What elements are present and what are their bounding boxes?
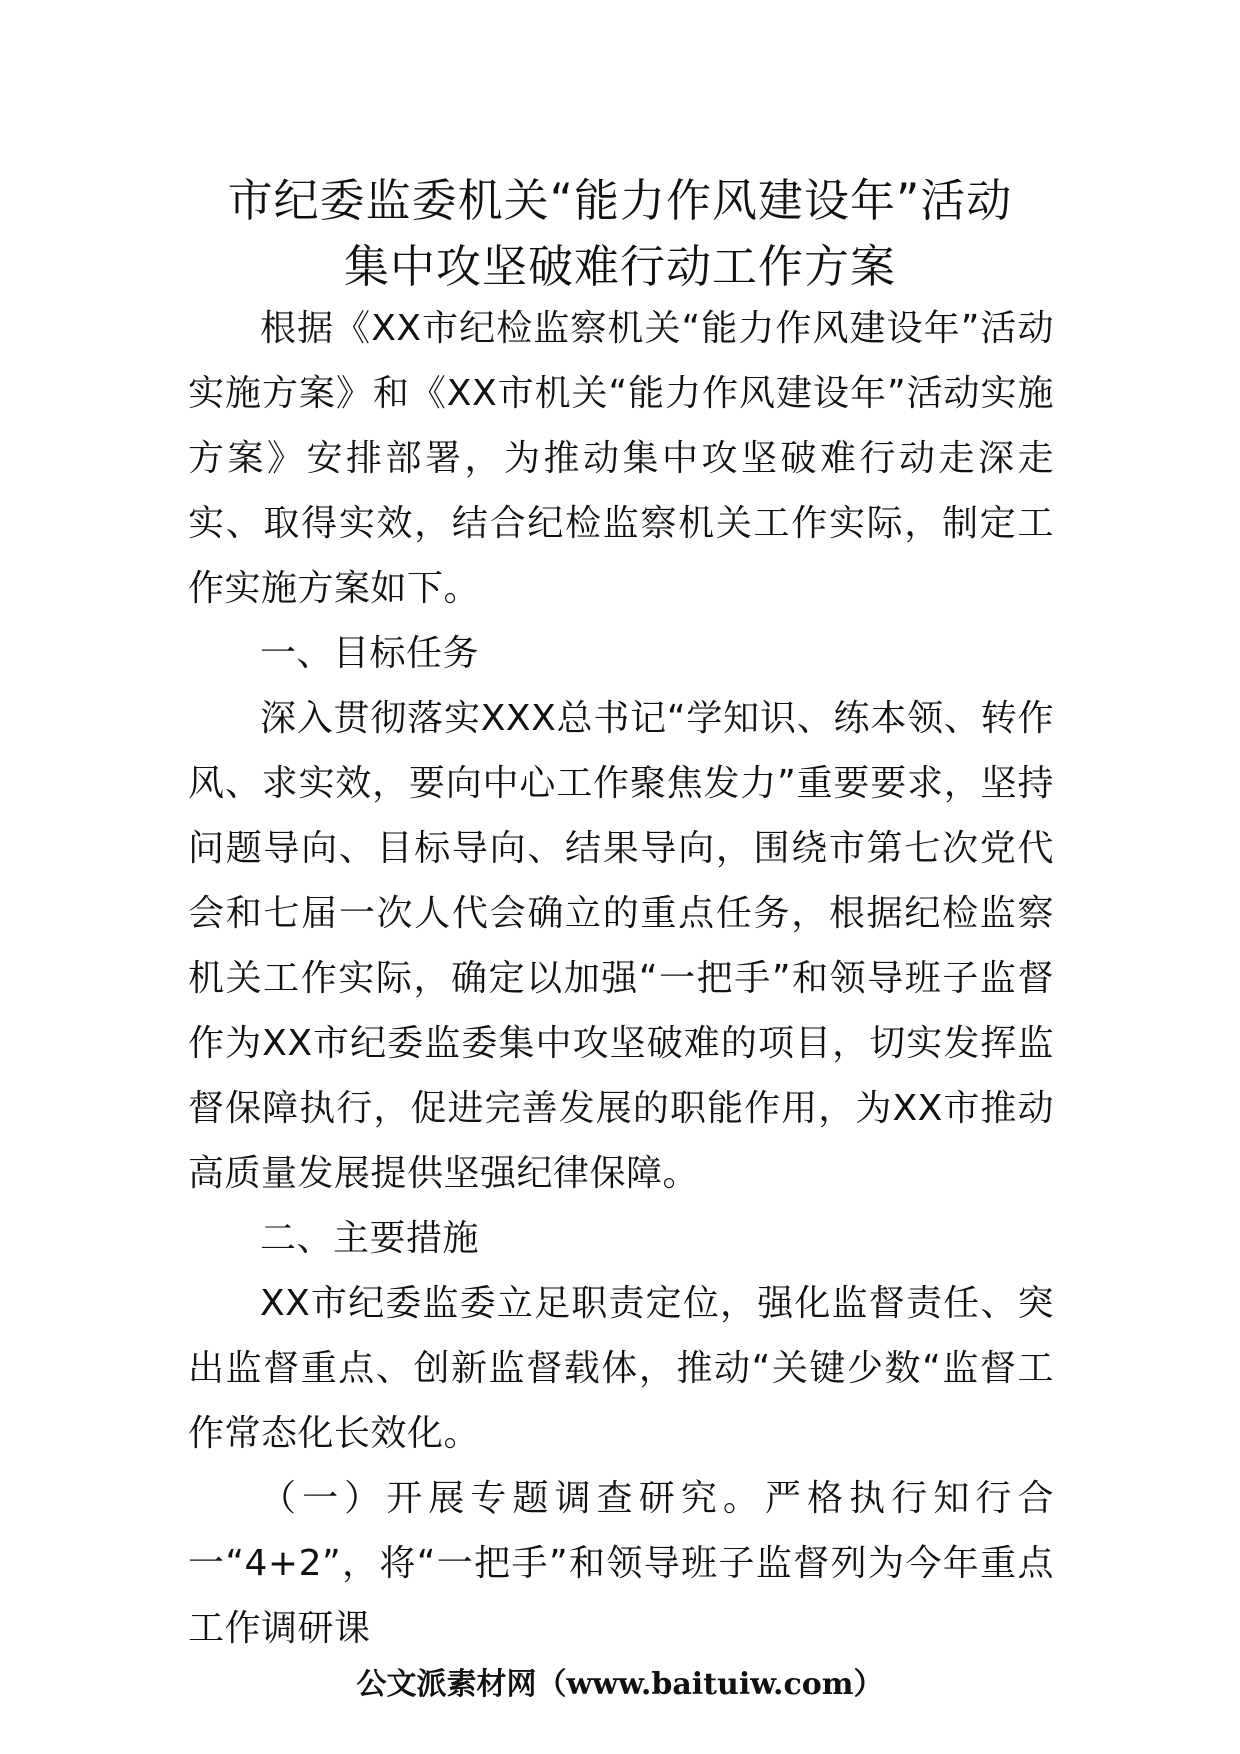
footer-watermark-text: 公文派素材网（www.baituiw.com） (356, 1667, 884, 1702)
intro-paragraph: 根据《XX市纪检监察机关“能力作风建设年”活动实施方案》和《XX市机关“能力作风建设年”活动实施方案》安排部署，为推动集中攻坚破难行动走深走实、取得实效，结合纪检监察机关工作实际，制定工作实施方案如下。 (188, 308, 1054, 609)
document-title-line-2: 集中攻坚破难行动工作方案 (343, 240, 896, 293)
document-body (188, 296, 1054, 1661)
section-heading-measures: 二、主要措施 (260, 1218, 480, 1259)
section-heading-goals: 一、目标任务 (260, 633, 480, 674)
measures-paragraph: XX市纪委监委立足职责定位，强化监督责任、突出监督重点、创新监督载体，推动“关键少数“监督工作常态化长效化。 (188, 1283, 1054, 1454)
measure-one-paragraph: （一）开展专题调查研究。严格执行知行合一“4+2”，将“一把手”和领导班子监督列为今年重点工作调研课 (188, 1478, 1054, 1649)
document-title-line-1: 市纪委监委机关“能力作风建设年”活动 (227, 174, 1013, 227)
goals-paragraph: 深入贯彻落实XXX总书记“学知识、练本领、转作风、求实效，要向中心工作聚焦发力”重要要求，坚持问题导向、目标导向、结果导向，围绕市第七次党代会和七届一次人代会确立的重点任务，根据纪检监察机关工作实际，确定以加强“一把手”和领导班子监督作为XX市纪委监委集中攻坚破难的项目，切实发挥监督保障执行，促进完善发展的职能作用，为XX市推动高质量发展提供坚强纪律保障。 (188, 698, 1054, 1194)
